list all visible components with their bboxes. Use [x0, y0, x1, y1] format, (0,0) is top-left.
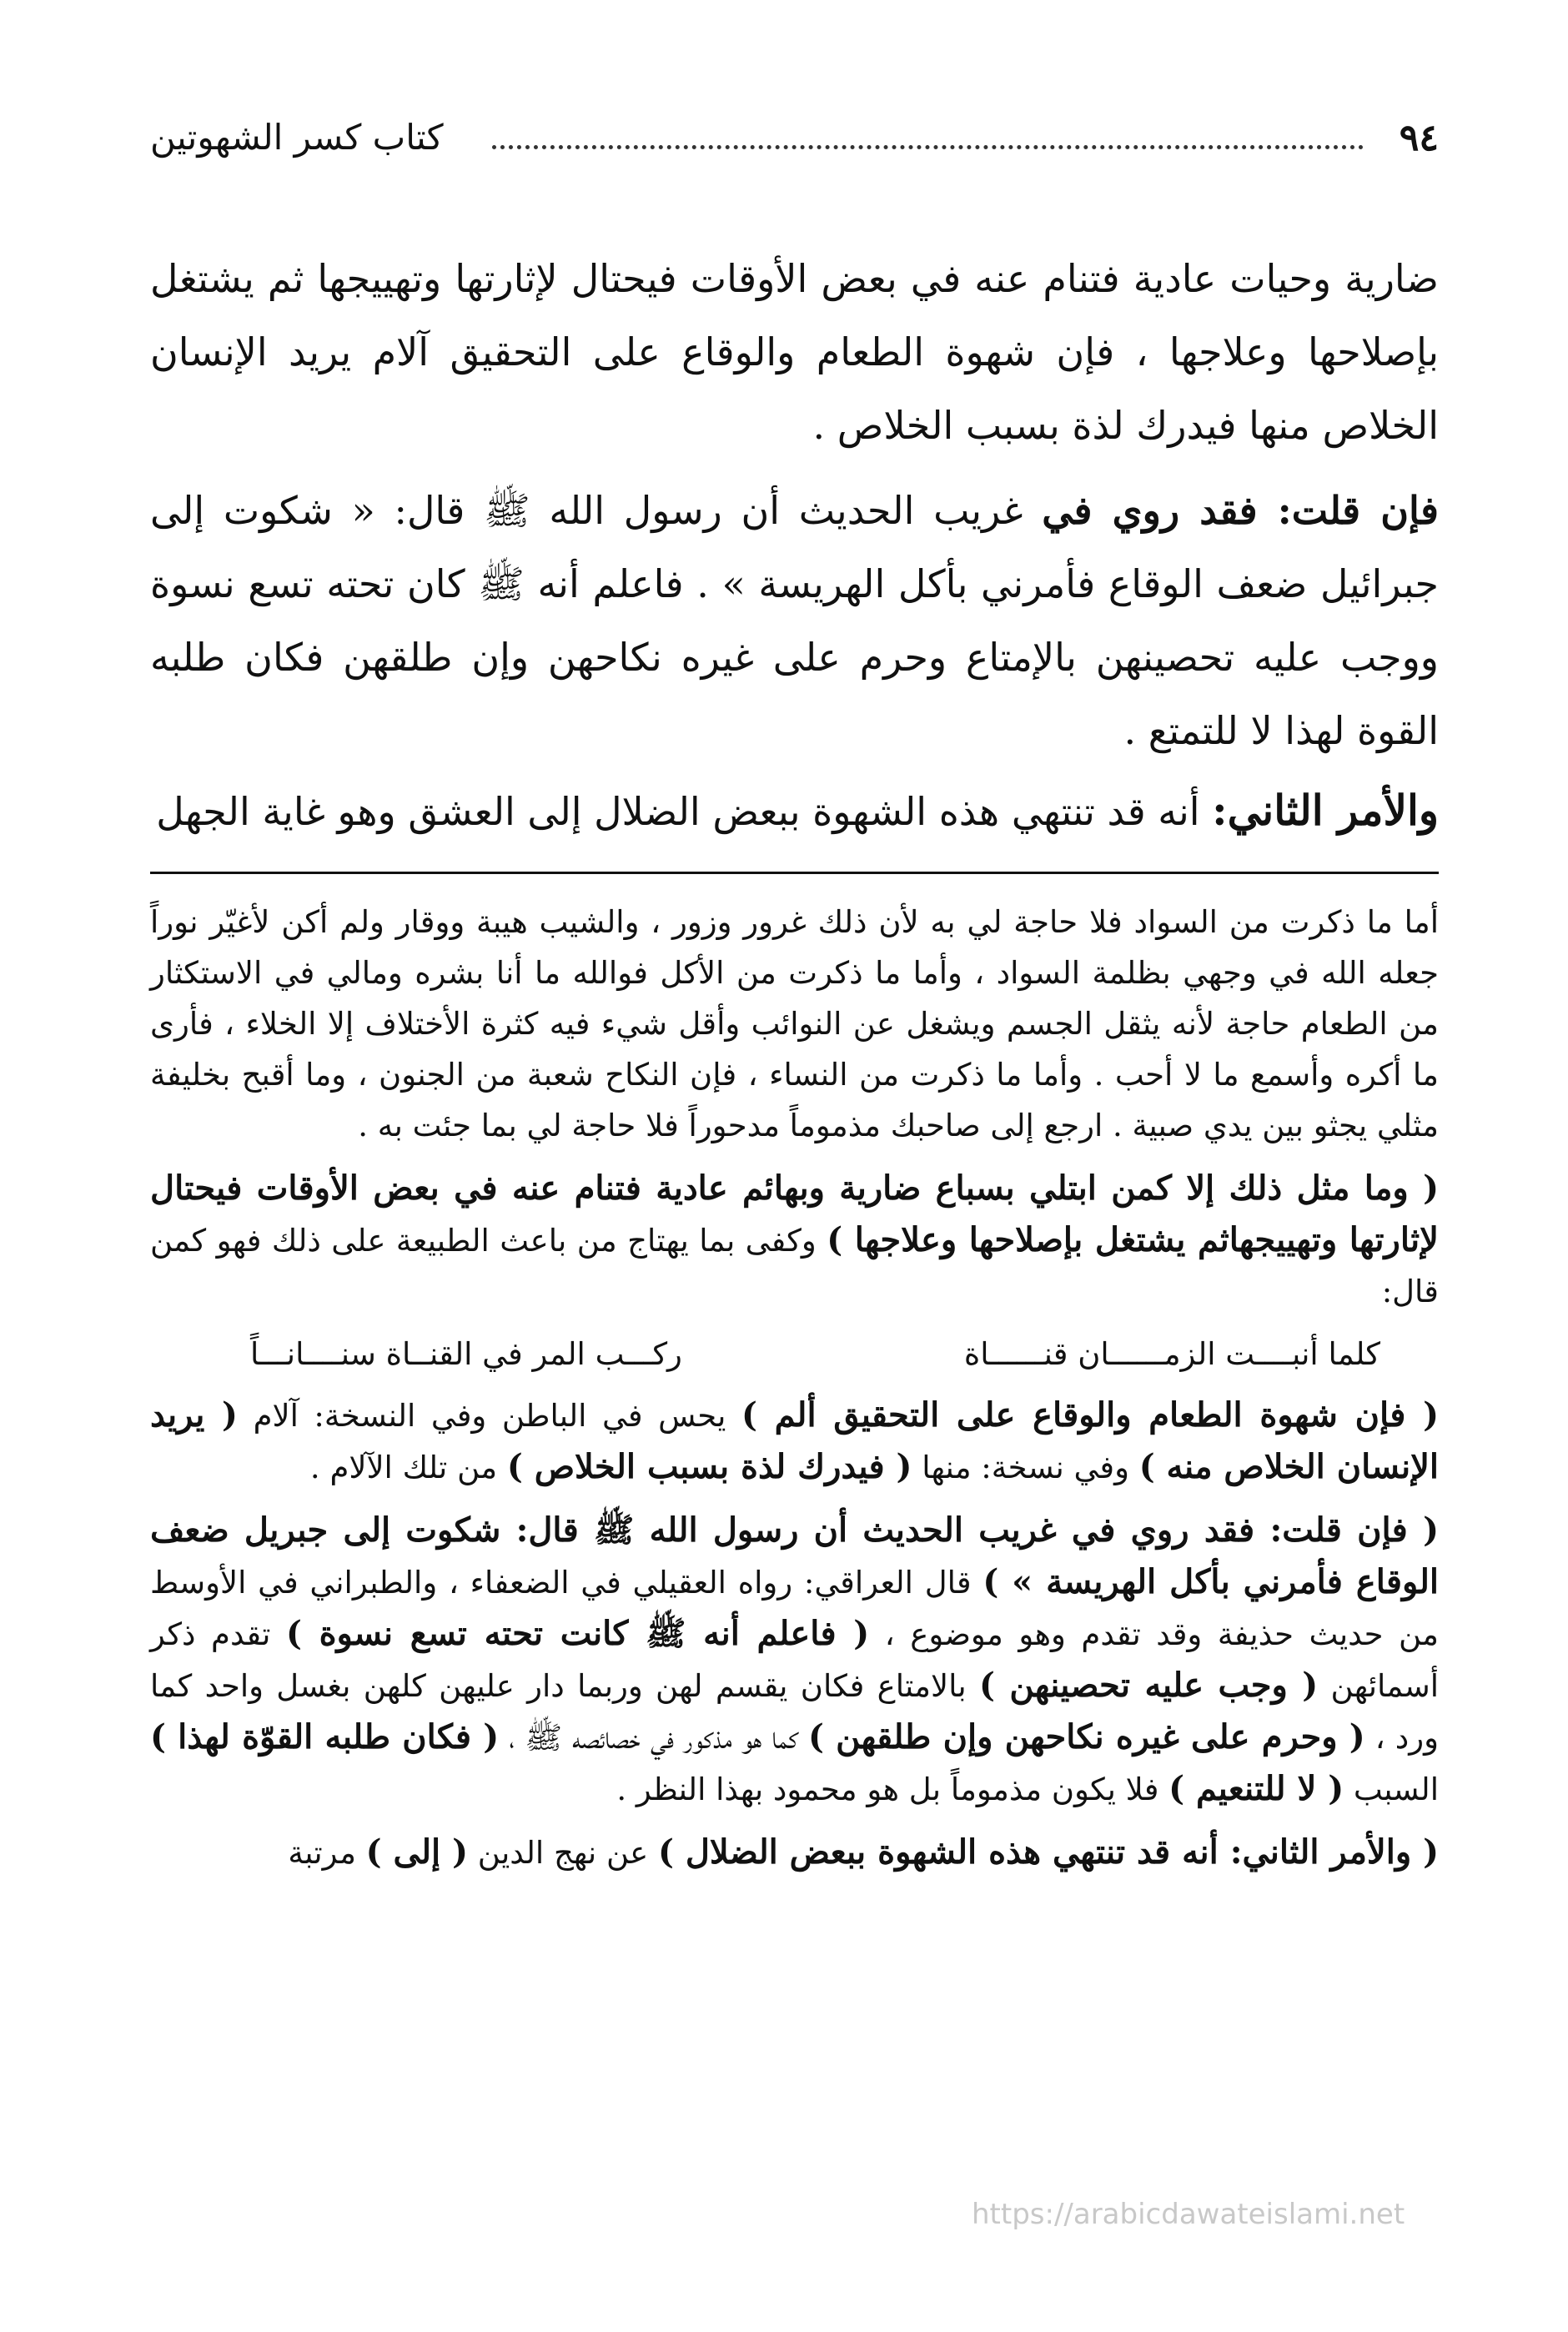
commentary-paragraph: [150, 1827, 1439, 1878]
commentary: [150, 897, 1439, 1878]
commentary-text: أما ما ذكرت من السواد فلا حاجة لي به لأن ذلك غرور وزور ، والشيب هيبة ووقار ولم أكن لأغيّر نوراً جعله الله في وجهي بظلمة السواد ، وأما ما ذكرت من الأكل فوالله ما أنا بشره ومالي في الاستكثار من الطعام حاجة لأنه يثقل الجسم ويشغل عن النوائب وأقل شيء فيه كثرة الأختلاف إلا الخلاء ، فأرى ما أكره وأسمع ما لا أحب . وأما ما ذكرت من النساء ، فإن النكاح شعبة من الجنون ، وما أقبح بخليفة مثلي يجثو بين يدي صبية . ارجع إلى صاحبك مذموماً مدحوراً فلا حاجة لي بما جئت به .: [150, 904, 1439, 1143]
page-header: [150, 117, 1439, 167]
quoted-text: ( وجب عليه تحصينهن ): [978, 1666, 1319, 1705]
verse-first-hemistich: كلما أنبــــت الزمــــــان قنــــــاة: [963, 1336, 1380, 1372]
commentary-text: وكفى بما يهتاج من باعث الطبيعة على ذلك فهو كمن قال:: [150, 1223, 1439, 1309]
main-paragraph: [150, 474, 1439, 767]
commentary-paragraph: [150, 1163, 1439, 1317]
commentary-text: كما هو مذكور في خصائصه ﷺ ،: [499, 1720, 809, 1756]
commentary-text: قال العراقي: رواه العقيلي في الضعفاء ، والطبراني في الأوسط من حديث حذيفة وقد تقدم وهو موضوع ،: [150, 1565, 1439, 1652]
commentary-paragraph: [150, 1505, 1439, 1815]
main-text: [150, 242, 1439, 848]
commentary-text: مرتبة: [288, 1835, 366, 1871]
main-paragraph-text: غريب الحديث أن رسول الله ﷺ قال: « شكوت إلى جبرائيل ضعف الوقاع فأمرني بأكل الهريسة » . فاعلم أنه ﷺ كان تحته تسع نسوة ووجب عليه تحصينهن بالإمتاع وحرم على غيره نكاحهن وإن طلقهن فكان طلبه القوة لهذا لا للتمتع .: [150, 488, 1439, 753]
quoted-text: ( فيدرك لذة بسبب الخلاص ): [506, 1447, 912, 1486]
main-paragraph-text: أنه قد تنتهي هذه الشهوة ببعض الضلال إلى العشق وهو غاية الجهل: [156, 789, 1213, 834]
main-paragraph-text: ضارية وحيات عادية فتنام عنه في بعض الأوقات فيحتال لإثارتها وتهييجها ثم يشتغل بإصلاحها وعلاجها ، فإن شهوة الطعام والوقاع على التحقيق آلام يريد الإنسان الخلاص منها فيدرك لذة بسبب الخلاص .: [150, 256, 1439, 448]
book-title: كتاب كسر الشهوتين: [150, 117, 444, 158]
quoted-text: ( وحرم على غيره نكاحهن وإن طلقهن ): [808, 1717, 1365, 1757]
commentary-text: وفي نسخة: منها: [912, 1450, 1139, 1485]
paragraph-lead: والأمر الثاني:: [1212, 786, 1439, 835]
main-paragraph: [150, 242, 1439, 462]
commentary-text: فلا يكون مذموماً بل هو محمود بهذا النظر .: [616, 1772, 1169, 1807]
footnote-divider: [150, 872, 1439, 874]
commentary-text: بالامتاع فكان يقسم لهن وربما دار عليهن كلهن بغسل واحد كما ورد ،: [150, 1668, 1439, 1756]
commentary-text: يحس في الباطن وفي النسخة: آلام: [238, 1398, 742, 1434]
quoted-text: ( والأمر الثاني: أنه قد تنتهي هذه الشهوة ببعض الضلال ): [657, 1832, 1439, 1872]
quoted-text: ( يريد الإنسان الخلاص منه ): [150, 1395, 1439, 1486]
commentary-text: عن نهج الدين: [468, 1835, 658, 1871]
quoted-text: ( إلى ): [365, 1832, 469, 1872]
quoted-text: ( فإن قلت: فقد روي في غريب الحديث أن رسول الله ﷺ قال: شكوت إلى جبريل ضعف الوقاع فأمرني بأكل الهريسة » ): [150, 1510, 1439, 1601]
paragraph-lead: فإن قلت: فقد روي في: [1042, 488, 1439, 533]
poem-verse: [150, 1329, 1439, 1380]
watermark-url: https://arabicdawateislami.net: [972, 2198, 1405, 2231]
quoted-text: ( لا للتنعيم ): [1168, 1769, 1344, 1808]
main-paragraph: [150, 774, 1439, 848]
commentary-text: من تلك الآلام .: [309, 1450, 507, 1485]
quoted-text: ( وما مثل ذلك إلا كمن ابتلي بسباع ضارية وبهائم عادية فتنام عنه في بعض الأوقات فيحتال لإثارتها وتهييجهاثم يشتغل بإصلاحها وعلاجها ): [150, 1169, 1439, 1259]
quoted-text: ( فكان طلبه القوّة لهذا ): [150, 1717, 500, 1757]
page-number: ٩٤: [1399, 117, 1439, 159]
header-dotted-leader: [492, 145, 1364, 149]
commentary-text: تقدم ذكر أسمائهن: [150, 1616, 1439, 1704]
commentary-paragraph: [150, 1390, 1439, 1493]
quoted-text: ( فاعلم أنه ﷺ كانت تحته تسع نسوة ): [285, 1614, 870, 1653]
commentary-paragraph: [150, 897, 1439, 1151]
verse-second-hemistich: ركـــب المر في القنــاة سنــــانـــاً: [250, 1336, 682, 1372]
quoted-text: ( فإن شهوة الطعام والوقاع على التحقيق ألم ): [741, 1395, 1440, 1435]
commentary-text: السبب: [1344, 1772, 1439, 1807]
